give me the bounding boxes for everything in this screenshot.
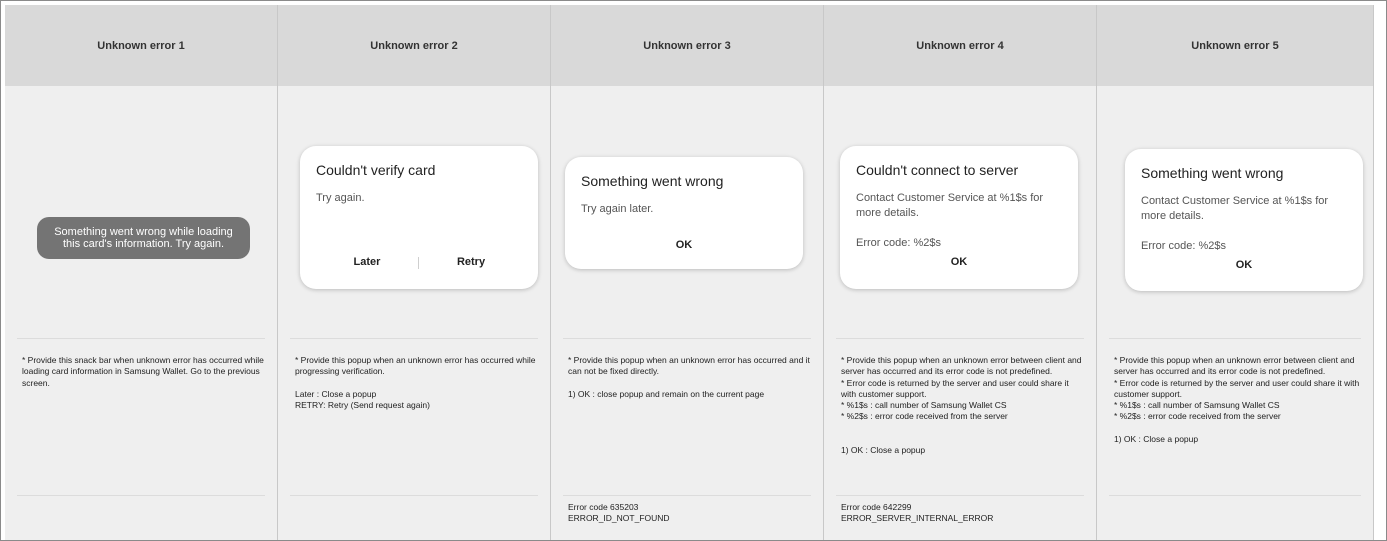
spec-note: * Provide this popup when an unknown error between client and server has occurred and its error code is not predefined. * Error code is returned by the server and user could share it with customer support. * %1$s : call number of Samsung Wallet CS * %2$s : error code received from the server 1) OK : Close a popup (841, 355, 1082, 456)
dialog-error-code: Error code: %2$s (1141, 240, 1226, 252)
something-went-wrong-dialog (565, 157, 803, 269)
dialog-title: Couldn't connect to server (856, 162, 1019, 178)
section-divider (563, 338, 811, 339)
spec-board (5, 5, 1374, 541)
section-divider (17, 338, 265, 339)
column-header: Unknown error 2 (278, 5, 550, 86)
column-unknown-error-2 (278, 5, 551, 541)
dialog-title: Couldn't verify card (316, 162, 436, 178)
section-divider (290, 495, 538, 496)
section-divider (836, 495, 1084, 496)
button-separator (418, 257, 419, 269)
section-divider (17, 495, 265, 496)
column-unknown-error-3 (551, 5, 824, 541)
section-divider (1109, 495, 1361, 496)
spec-note: * Provide this popup when an unknown error has occurred while progressing verification. Later : Close a popup RETRY: Retry (Send request again) (295, 355, 536, 411)
connect-server-dialog (840, 146, 1078, 289)
column-unknown-error-5 (1097, 5, 1374, 541)
retry-button[interactable]: Retry (456, 256, 486, 268)
section-divider (1109, 338, 1361, 339)
dialog-error-code: Error code: %2$s (856, 237, 941, 249)
dialog-message: Contact Customer Service at %1$s for more details. (856, 192, 1044, 219)
error-code-note: Error code 635203 ERROR_ID_NOT_FOUND (568, 502, 670, 524)
column-unknown-error-1 (5, 5, 278, 541)
dialog-message: Try again. (316, 192, 365, 204)
ok-button[interactable]: OK (1235, 259, 1253, 271)
section-divider (290, 338, 538, 339)
spec-note: * Provide this popup when an unknown error between client and server has occurred and its error code is not predefined. * Error code is returned by the server and user could share it with customer support. * %1$s : call number of Samsung Wallet CS * %2$s : error code received from the server 1) OK : Close a popup (1114, 355, 1360, 445)
ok-button[interactable]: OK (675, 239, 693, 251)
verify-card-dialog (300, 146, 538, 289)
dialog-message: Try again later. (581, 203, 654, 215)
column-header: Unknown error 4 (824, 5, 1096, 86)
spec-note: * Provide this snack bar when unknown error has occurred while loading card information in Samsung Wallet. Go to the previous screen. (22, 355, 264, 388)
snackbar-message: Something went wrong while loading this card's information. Try again. (37, 217, 250, 259)
column-header: Unknown error 3 (551, 5, 823, 86)
section-divider (836, 338, 1084, 339)
something-went-wrong-cs-dialog (1125, 149, 1363, 291)
dialog-title: Something went wrong (581, 173, 724, 189)
error-code-note: Error code 642299 ERROR_SERVER_INTERNAL_ERROR (841, 502, 994, 524)
dialog-title: Something went wrong (1141, 165, 1284, 181)
column-header: Unknown error 5 (1097, 5, 1373, 86)
spec-note: * Provide this popup when an unknown error has occurred and it can not be fixed directly. 1) OK : close popup and remain on the current page (568, 355, 810, 399)
dialog-message: Contact Customer Service at %1$s for more details. (1141, 195, 1329, 222)
column-header: Unknown error 1 (5, 5, 277, 86)
later-button[interactable]: Later (353, 256, 381, 268)
column-unknown-error-4 (824, 5, 1097, 541)
ok-button[interactable]: OK (950, 256, 968, 268)
section-divider (563, 495, 811, 496)
